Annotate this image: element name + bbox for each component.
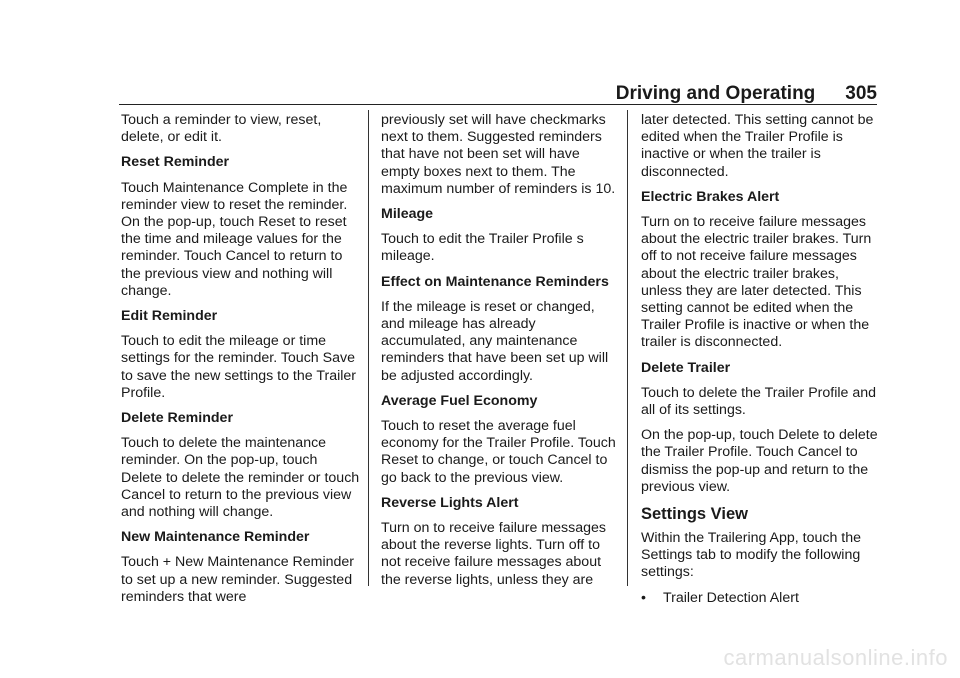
- column-3: [641, 112, 881, 607]
- page-number: 305: [845, 83, 877, 104]
- heading-settings-view: Settings View: [641, 505, 748, 524]
- watermark-text: carmanualsonline.info: [723, 645, 948, 670]
- paragraph-reverse-lights-alert: Turn on to receive failure messages about the reverse lights. Turn off to not receive failure messages about the reverse lights, unless they are: [381, 520, 607, 588]
- paragraph-effect-on-maintenance: If the mileage is reset or changed, and mileage has already accumulated, any maintenance reminders that have been set up will be adjusted accordingly.: [381, 298, 609, 384]
- watermark: [0, 645, 960, 671]
- paragraph-mileage: Touch to edit the Trailer Profile s mileage.: [381, 231, 584, 265]
- paragraph-delete-trailer: Touch to delete the Trailer Profile and all of its settings.: [641, 384, 877, 419]
- column-divider: [627, 110, 628, 586]
- paragraph-reset-reminder: Touch Maintenance Complete in the reminder view to reset the reminder. On the pop-up, touch Reset to reset the time and mileage values for the reminder. Touch Cancel to return to the previous view and nothing will change.: [121, 179, 348, 299]
- heading-new-maintenance-reminder: New Maintenance Reminder: [121, 529, 310, 546]
- paragraph-delete-reminder: Touch to delete the maintenance reminder. On the pop-up, touch Delete to delete the reminder or touch Cancel to return to the previous view and nothing will change.: [121, 435, 360, 521]
- bullet-icon: •: [641, 589, 646, 606]
- column-1: [121, 112, 361, 614]
- heading-average-fuel-economy: Average Fuel Economy: [381, 392, 538, 409]
- intro-paragraph: Touch a reminder to view, reset, delete, or edit it.: [121, 112, 322, 146]
- column-divider: [368, 110, 369, 586]
- paragraph-new-maintenance-reminder: Touch + New Maintenance Reminder to set up a new reminder. Suggested reminders that were: [121, 554, 355, 605]
- paragraph-settings-view: Within the Trailering App, touch the Settings tab to modify the following settings:: [641, 530, 862, 581]
- header-rule: [119, 104, 877, 105]
- paragraph-electric-brakes-alert: Turn on to receive failure messages about the electric trailer brakes. Turn off to not receive failure messages about the electric trailer brakes, unless they are later detected. This setting cannot be edited when the Trailer Profile is inactive or when the trailer is disconnected.: [641, 214, 872, 351]
- section-title: Driving and Operating: [615, 83, 816, 104]
- running-header: [560, 83, 877, 105]
- paragraph-reverse-continued: later detected. This setting cannot be edited when the Trailer Profile is inactive or when the trailer is disconnected.: [641, 112, 874, 180]
- paragraph-delete-popup: On the pop-up, touch Delete to delete the Trailer Profile. Touch Cancel to dismiss the pop-up and return to the previous view.: [641, 427, 878, 495]
- paragraph-reminders-continued: previously set will have checkmarks next to them. Suggested reminders that have not been set will have empty boxes next to them. The maximum number of reminders is 10.: [381, 112, 616, 197]
- bullet-list-item: [641, 590, 881, 607]
- heading-delete-trailer: Delete Trailer: [641, 359, 731, 376]
- paragraph-average-fuel-economy: Touch to reset the average fuel economy for the Trailer Profile. Touch Reset to change, or touch Cancel to go back to the previous view.: [381, 418, 616, 486]
- bullet-text: Trailer Detection Alert: [663, 589, 799, 606]
- heading-electric-brakes-alert: Electric Brakes Alert: [641, 188, 780, 205]
- column-2: [381, 112, 621, 597]
- heading-edit-reminder: Edit Reminder: [121, 308, 218, 325]
- heading-reverse-lights-alert: Reverse Lights Alert: [381, 494, 519, 511]
- heading-delete-reminder: Delete Reminder: [121, 410, 233, 427]
- heading-effect-on-maintenance: Effect on Maintenance Reminders: [381, 273, 609, 290]
- heading-mileage: Mileage: [381, 206, 434, 223]
- heading-reset-reminder: Reset Reminder: [121, 154, 230, 171]
- paragraph-edit-reminder: Touch to edit the mileage or time settings for the reminder. Touch Save to save the new settings to the Trailer Profile.: [121, 333, 357, 401]
